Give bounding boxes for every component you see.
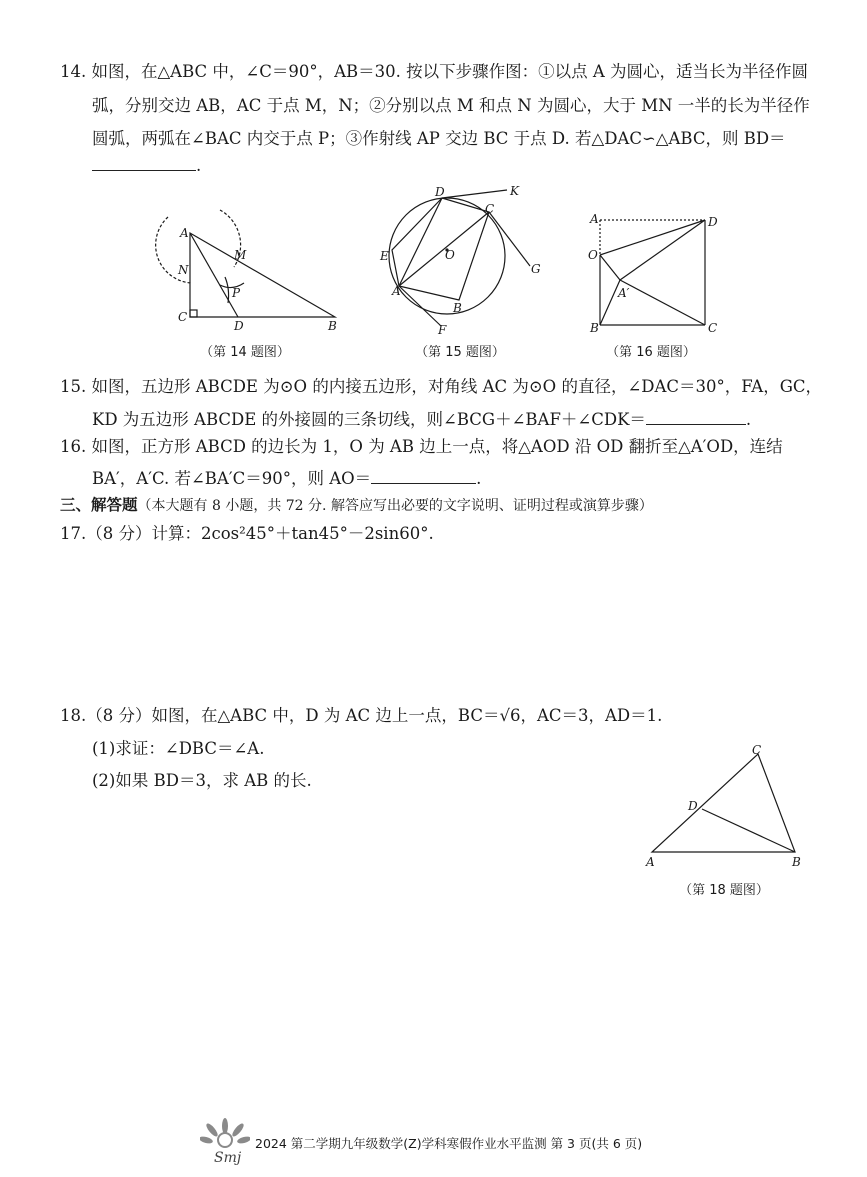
segment-ba1 [600,280,620,325]
fig18-label-c: C [752,743,762,757]
fig15-label-o: O [445,248,455,262]
diagonal-ad [399,198,442,286]
right-angle-mark [190,310,197,317]
q18-line-1: 18.（8 分）如图，在△ABC 中，D 为 AC 边上一点，BC＝√6，AC＝3，AD＝1. [60,706,663,725]
figure-18 [640,740,815,870]
section-3-title: 三、解答题 [60,495,138,514]
section-3-note: （本大题有 8 小题，共 72 分. 解答应写出必要的文字说明、证明过程或演算步骤） [137,498,653,514]
fig18-label-b: B [792,855,801,869]
q15-line-1: 15. 如图，五边形 ABCDE 为⊙O 的内接五边形，对角线 AC 为⊙O 的直径，∠DAC＝30°，FA，GC， [60,377,823,396]
fig15-label-b: B [453,301,462,315]
q15-line-2: KD 为五边形 ABCDE 的外接圆的三条切线，则∠BCG＋∠BAF＋∠CDK＝ . [92,410,752,429]
fig16-label-a: A [590,212,599,226]
q14-line-3: 圆弧，两弧在∠BAC 内交于点 P；③作射线 AP 交边 BC 于点 D. 若△DAC∽△ABC，则 BD＝ [92,129,786,148]
tangent-cg [489,212,530,266]
smj-logo-icon [200,1118,250,1168]
fig15-caption: （第 15 题图） [415,345,505,360]
segment-a1c [620,280,705,325]
fig16-label-d: D [708,215,718,229]
tangent-dk [442,190,507,198]
segment-oa1 [600,255,620,280]
fold-line-od [600,220,705,255]
fig16-label-c: C [708,321,718,335]
fig14-label-m: M [234,248,247,262]
fig14-label-c: C [178,310,188,324]
q18-part-2: (2)如果 BD＝3，求 AB 的长. [92,771,312,790]
triangle-abc [190,233,335,317]
figure-16 [580,210,730,340]
fig15-label-a: A [392,284,401,298]
figure-15 [375,180,555,340]
arc-mark-p2 [225,277,229,303]
fig15-label-k: K [510,184,519,198]
page-footer: 2024 第二学期九年级数学(Z)学科寒假作业水平监测 第 3 页(共 6 页) [255,1136,643,1151]
tangent-af [399,286,441,326]
q14-line-1: 14. 如图，在△ABC 中，∠C＝90°，AB＝30. 按以下步骤作图：①以点 A 为圆心，适当长为半径作圆 [60,62,809,81]
q16-answer-blank[interactable] [371,467,476,484]
fig15-label-g: G [531,262,541,276]
segment-a1d [620,220,705,280]
fig15-label-e: E [380,249,389,263]
fig18-caption: （第 18 题图） [679,883,769,898]
diameter-ac [399,212,489,286]
bisector-ad [190,233,238,317]
q14-line-2: 弧，分别交边 AB，AC 于点 M，N；②分别以点 M 和点 N 为圆心，大于 MN 一半的长为半径作 [92,96,810,115]
logo-text: Smj [214,1150,242,1166]
triangle-abc-18 [652,754,795,852]
fig14-label-n: N [178,263,189,277]
q18-part-1: (1)求证：∠DBC＝∠A. [92,739,265,758]
q15-answer-blank[interactable] [646,408,746,425]
q14-answer-blank[interactable] [92,154,196,171]
figure-14 [140,205,360,345]
fig14-label-a: A [180,226,189,240]
fig16-label-a-prime: A′ [618,286,630,300]
q16-line-2: BA′，A′C. 若∠BA′C＝90°，则 AO＝ . [92,469,482,488]
q14-line-4: . [92,154,852,176]
fig14-caption: （第 14 题图） [200,345,290,360]
q16-line-1: 16. 如图，正方形 ABCD 的边长为 1，O 为 AB 边上一点，将△AOD 沿 OD 翻折至△A′OD，连结 [60,437,783,456]
pentagon-abcde [392,198,489,300]
fig14-label-b: B [328,319,337,333]
q17-text: 17.（8 分）计算：2cos²45°＋tan45°－2sin60°. [60,524,434,543]
fig14-label-p: P [232,286,241,300]
section-3-heading [60,495,820,516]
fig16-label-o: O [588,248,598,262]
fig18-label-d: D [688,799,698,813]
fig16-caption: （第 16 题图） [606,345,696,360]
fig15-label-d: D [435,185,445,199]
fig16-label-b: B [590,321,599,335]
fig15-label-c: C [485,202,495,216]
fig18-label-a: A [646,855,655,869]
fig14-label-d: D [234,319,244,333]
fig15-label-f: F [438,323,447,337]
